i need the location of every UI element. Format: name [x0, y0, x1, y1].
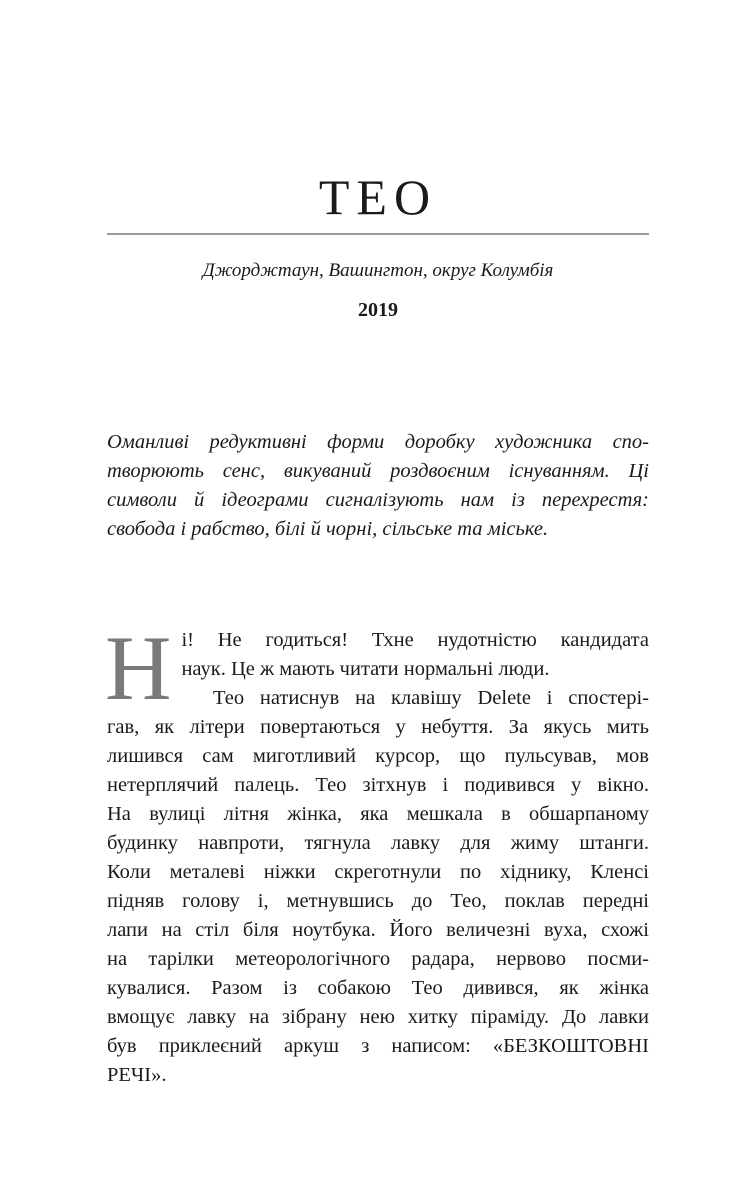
epigraph-line: символи й ідеограми сигналізують нам із перехрестя:	[107, 489, 649, 511]
body-line: Тео натиснув на клавішу Delete і спостері-	[213, 687, 649, 709]
body-line: на тарілки метеорологічного радара, нервово посми-	[107, 948, 649, 970]
epigraph-line: творюють сенс, викуваний роздвоєним існуванням. Ці	[107, 460, 649, 482]
body-line: РЕЧІ».	[107, 1064, 167, 1086]
body-line: лапи на стіл біля ноутбука. Його величезні вуха, схожі	[107, 919, 649, 941]
chapter-location: Джорджтаун, Вашингтон, округ Колумбія	[202, 260, 554, 281]
epigraph-line: свобода і рабство, білі й чорні, сільське та міське.	[107, 518, 549, 540]
body-line: кувалися. Разом із собакою Тео дивився, як жінка	[107, 977, 649, 999]
chapter-year: 2019	[358, 299, 398, 321]
epigraph-line: Оманливі редуктивні форми доробку художника спо-	[107, 431, 649, 453]
body-line: і! Не годиться! Тхне нудотністю кандидата	[181, 629, 649, 651]
body-line: наук. Це ж мають читати нормальні люди.	[181, 658, 550, 680]
body-line: На вулиці літня жінка, яка мешкала в обшарпаному	[107, 803, 649, 825]
chapter-title: ТЕО	[318, 169, 438, 225]
drop-cap: Н	[105, 617, 172, 719]
body-line: лишився сам миготливий курсор, що пульсував, мов	[107, 745, 649, 767]
body-line: будинку навпроти, тягнула лавку для жиму штанги.	[107, 832, 649, 854]
body-line: гав, як літери повертаються у небуття. За якусь мить	[107, 716, 649, 738]
body-line: Коли металеві ніжки скреготнули по хіднику, Кленсі	[107, 861, 649, 883]
body-line: був приклеєний аркуш з написом: «БЕЗКОШТОВНІ	[107, 1035, 649, 1057]
body-line: нетерплячий палець. Тео зітхнув і подивився у вікно.	[107, 774, 649, 796]
title-divider	[107, 233, 649, 235]
epigraph	[107, 428, 649, 544]
body-line: підняв голову і, метнувшись до Тео, поклав передні	[107, 890, 649, 912]
body-text	[105, 617, 649, 1090]
body-line: вмощує лавку на зібрану нею хитку піраміду. До лавки	[107, 1006, 649, 1028]
